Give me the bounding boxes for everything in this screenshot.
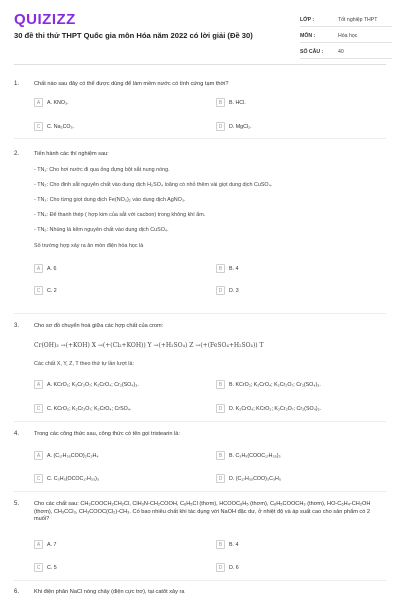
meta-panel [300,13,392,61]
question-prompt: Số trường hợp xảy ra ăn mòn điện hóa học là [34,243,144,249]
option-b[interactable] [216,379,321,390]
option-letter: A [34,540,43,549]
option-text: D. MgCl₂. [229,123,252,130]
option-text: A. 6 [47,265,57,272]
question-text: Khi điện phân NaCl nóng chảy (điện cực trơ), tại catôt xảy ra [34,589,185,595]
question-divider [14,138,386,139]
question-number: 2. [14,151,20,157]
question-divider [14,491,386,492]
option-text: B. HCl. [229,99,246,106]
option-a[interactable] [34,539,56,550]
option-letter: D [216,474,225,483]
meta-value: 40 [338,48,344,55]
question-number: 1. [14,81,20,87]
experiment-line: - TN₃: Cho từng giọt dung dịch Fe(NO₃)₂ vào dung dịch AgNO₃. [34,197,186,203]
option-text: B. 4 [229,265,239,272]
option-letter: D [216,563,225,572]
question-text: Tiến hành các thí nghiệm sau: [34,151,109,157]
option-letter: C [34,474,43,483]
option-letter: B [216,451,225,460]
option-text: C. Na₂CO₃. [47,123,75,130]
option-letter: A [34,98,43,107]
option-text: C. 5 [47,564,57,571]
option-text: A. KCrO₂; K₂Cr₂O₇; K₂CrO₄; Cr₂(SO₄)₃. [47,381,139,388]
option-letter: D [216,122,225,131]
option-d[interactable] [216,285,239,296]
option-text: B. C₃H₅(COOC₁₇H₃₅)₃ [229,452,281,459]
meta-row-count [300,45,392,59]
option-d[interactable] [216,403,321,414]
option-text: C. 2 [47,287,57,294]
meta-value: Hóa học [338,32,358,39]
option-c[interactable] [34,562,57,573]
question-divider [14,421,386,422]
option-letter: C [34,404,43,413]
question-number: 4. [14,431,20,437]
meta-value: Tốt nghiệp THPT [338,16,378,23]
meta-key: LỚP : [300,16,315,23]
option-letter: C [34,563,43,572]
option-a[interactable] [34,379,139,390]
option-letter: B [216,98,225,107]
option-text: B. KCrO₂; K₂CrO₄; K₂Cr₂O₇; Cr₂(SO₄)₃. [229,381,321,388]
option-letter: A [34,264,43,273]
option-text: D. 3 [229,287,239,294]
question-number: 3. [14,323,20,329]
header [0,0,400,62]
option-text: C. C₃H₅(OCOC₁₇H₃₃)₃ [47,475,100,482]
option-text: D. (C₁₇H₃₅COO)₃C₃H₅ [229,475,282,482]
option-c[interactable] [34,121,74,132]
question-divider [14,313,386,314]
meta-key: MÔN : [300,32,316,39]
option-text: C. KCrO₂; K₂Cr₂O₇; K₂CrO₄; CrSO₄. [47,405,132,412]
option-a[interactable] [34,263,56,274]
option-b[interactable] [216,450,281,461]
option-letter: D [216,286,225,295]
option-b[interactable] [216,263,238,274]
option-letter: B [216,380,225,389]
option-c[interactable] [34,473,99,484]
option-a[interactable] [34,450,99,461]
option-letter: D [216,404,225,413]
experiment-line: - TN₁: Cho hơi nước đi qua ống đựng bột sắt nung nóng. [34,167,170,173]
option-text: A. KNO₃. [47,99,69,106]
question-number: 6. [14,589,20,595]
page-title: 30 đề thi thử THPT Quốc gia môn Hóa năm 2022 có lời giải (Đề 30) [14,31,253,40]
option-d[interactable] [216,562,239,573]
option-text: D. 6 [229,564,239,571]
option-b[interactable] [216,539,238,550]
option-letter: C [34,286,43,295]
experiment-line: - TN₅: Nhúng lá kẽm nguyên chất vào dung dịch CuSO₄. [34,227,169,233]
header-divider [14,64,386,65]
option-a[interactable] [34,97,69,108]
option-letter: A [34,451,43,460]
option-d[interactable] [216,473,281,484]
question-number: 5. [14,501,20,507]
option-letter: B [216,540,225,549]
conversion-formula: Cr(OH)₃ →(+KOH) X →(+(Cl₂+KOH)) Y →(+H₂SO₄) Z →(+(FeSO₄+H₂SO₄)) T [34,342,264,349]
option-d[interactable] [216,121,252,132]
option-c[interactable] [34,403,131,414]
meta-row-subject [300,29,392,43]
experiment-line: - TN₄: Để thanh thép ( hợp kim của sắt với cacbon) trong không khí ẩm. [34,212,206,218]
meta-row-class [300,13,392,27]
question-prompt: Các chất X, Y, Z, T theo thứ tự lần lượt là: [34,361,134,367]
option-letter: C [34,122,43,131]
question-text: Chất nào sau đây có thể được dùng để làm mềm nước có tính cứng tạm thời? [34,81,229,87]
option-text: B. 4 [229,541,239,548]
option-letter: B [216,264,225,273]
quizizz-logo: QUIZIZZ [14,11,76,28]
option-letter: A [34,380,43,389]
question-text: Cho sơ đồ chuyển hoá giữa các hợp chất của crom: [34,323,164,329]
experiment-line: - TN₂: Cho đinh sắt nguyên chất vào dung dịch H₂SO₄ loãng có nhỏ thêm vài giọt dung dịch CuSO₄. [34,182,273,188]
question-divider [14,580,386,581]
option-text: D. K₂CrO₄; KCrO₂; K₂Cr₂O₇; Cr₂(SO₄)₃. [229,405,322,412]
option-b[interactable] [216,97,246,108]
question-text: Cho các chất sau: CH₃COOCH₂CH₂Cl, ClH₃N-CH₂COOH, C₆H₅Cl (thơm), HCOOC₆H₅ (thơm), C₆H₅COOCH₃ (thơm), HO-C₆H₄-CH₂OH (thơm), CH₃CCl₃, CH₃COOC(Cl₂)-CH₃. Có bao nhiêu chất khi tác dụng với NaOH đặc dư, ở nhiệt độ và áp suất cao cho sản phẩm có 2 muối? [34,501,371,523]
meta-key: SỐ CÂU : [300,48,324,55]
option-text: A. 7 [47,541,57,548]
question-text: Trong các công thức sau, công thức có tên gọi tristearin là: [34,431,180,437]
option-text: A. (C₁₇H₃₅COO)₂C₂H₄ [47,452,99,459]
option-c[interactable] [34,285,57,296]
